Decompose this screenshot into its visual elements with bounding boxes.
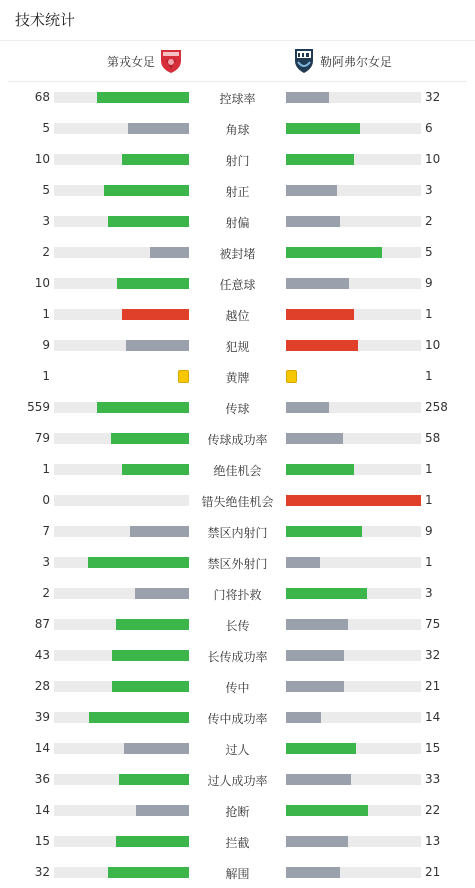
page-title: 技术统计: [15, 11, 76, 29]
home-team-name: 第戎女足: [106, 54, 155, 69]
away-stat-bar-fill: [286, 774, 351, 785]
teams-header: [8, 41, 467, 82]
home-stat-bar: [54, 557, 189, 568]
home-stat-value: 2: [42, 586, 50, 600]
away-stat-value: 14: [425, 710, 441, 724]
home-stat-value: 9: [42, 338, 50, 352]
home-stat-value: 15: [34, 834, 50, 848]
away-stat-value: 3: [425, 183, 433, 197]
away-stat-bar-fill: [286, 340, 358, 351]
home-stat-value: 559: [27, 400, 50, 414]
away-stat-bar: [286, 154, 421, 165]
away-stat-value: 1: [425, 369, 433, 383]
home-stat-bar-fill: [135, 588, 189, 599]
home-stat-bar: [54, 247, 189, 258]
home-stat-bar-fill: [116, 619, 189, 630]
home-stat-bar: [54, 309, 189, 320]
away-stat-bar: [286, 92, 421, 103]
home-stat-bar: [54, 588, 189, 599]
home-stat-bar-fill: [112, 650, 189, 661]
away-stat-bar: [286, 185, 421, 196]
away-stat-bar: [286, 588, 421, 599]
home-stat-value: 5: [42, 121, 50, 135]
stat-row: [0, 578, 475, 609]
away-stat-value: 10: [425, 152, 441, 166]
away-stat-bar-fill: [286, 185, 337, 196]
home-stat-value: 43: [34, 648, 50, 662]
home-stat-bar: [54, 154, 189, 165]
away-stat-bar: [286, 278, 421, 289]
home-stat-bar-fill: [122, 464, 190, 475]
stat-label: 抢断: [225, 805, 250, 819]
away-stat-bar-fill: [286, 836, 348, 847]
home-stat-bar-fill: [108, 867, 189, 878]
stat-row: [0, 299, 475, 330]
home-stat-bar: [54, 464, 189, 475]
home-stat-bar: [54, 526, 189, 537]
stat-row: [0, 423, 475, 454]
away-stat-bar: [286, 123, 421, 134]
home-stat-bar-fill: [112, 681, 189, 692]
home-stat-bar: [54, 340, 189, 351]
home-stat-value: 5: [42, 183, 50, 197]
away-stat-value: 22: [425, 803, 441, 817]
home-stat-bar-fill: [122, 154, 190, 165]
stat-row: [0, 826, 475, 857]
away-stat-value: 3: [425, 586, 433, 600]
away-stat-bar-fill: [286, 464, 354, 475]
home-stat-value: 14: [34, 803, 50, 817]
stat-label: 犯规: [225, 340, 250, 354]
away-stat-bar-fill: [286, 123, 360, 134]
home-stat-bar-fill: [126, 340, 189, 351]
home-stat-bar-fill: [130, 526, 189, 537]
away-stat-bar-fill: [286, 743, 356, 754]
home-stat-value: 1: [42, 369, 50, 383]
home-stat-bar-fill: [124, 743, 189, 754]
away-stat-bar: [286, 247, 421, 258]
away-stat-value: 6: [425, 121, 433, 135]
away-stat-value: 75: [425, 617, 441, 631]
away-stat-bar: [286, 464, 421, 475]
away-stat-bar-fill: [286, 402, 329, 413]
away-stat-value: 9: [425, 524, 433, 538]
home-stat-value: 14: [34, 741, 50, 755]
stat-row: [0, 237, 475, 268]
home-stat-value: 0: [42, 493, 50, 507]
stat-label: 越位: [225, 309, 250, 323]
stat-label: 黄牌: [225, 371, 250, 385]
home-stat-bar-fill: [111, 433, 189, 444]
home-stat-bar-fill: [108, 216, 189, 227]
home-stat-bar: [54, 402, 189, 413]
stat-label: 拦截: [225, 836, 250, 850]
away-stat-bar-fill: [286, 309, 354, 320]
away-stat-bar: [286, 309, 421, 320]
home-stat-bar: [54, 185, 189, 196]
home-stat-bar-fill: [117, 278, 189, 289]
away-stat-bar-fill: [286, 681, 344, 692]
away-stat-bar-fill: [286, 526, 362, 537]
away-stat-value: 21: [425, 679, 441, 693]
home-stat-bar: [54, 495, 189, 506]
home-stat-bar-fill: [122, 309, 190, 320]
stat-row: [0, 733, 475, 764]
home-stat-bar-fill: [104, 185, 189, 196]
stat-label: 禁区内射门: [207, 526, 268, 540]
home-stat-value: 79: [34, 431, 50, 445]
stat-label: 解围: [225, 867, 250, 881]
away-stat-bar: [286, 402, 421, 413]
away-team-logo: [293, 48, 315, 74]
away-stat-bar-fill: [286, 278, 349, 289]
home-stat-value: 1: [42, 462, 50, 476]
home-stat-bar: [54, 836, 189, 847]
stat-row: [0, 671, 475, 702]
away-stat-bar: [286, 743, 421, 754]
home-stat-value: 1: [42, 307, 50, 321]
home-stat-value: 39: [34, 710, 50, 724]
home-stat-value: 36: [34, 772, 50, 786]
away-team-name: 勒阿弗尔女足: [320, 54, 393, 69]
away-stat-value: 10: [425, 338, 441, 352]
away-stat-value: 21: [425, 865, 441, 879]
home-stat-bar-fill: [88, 557, 189, 568]
home-stat-bar: [54, 681, 189, 692]
home-stat-bar-fill: [136, 805, 189, 816]
away-stat-bar-fill: [286, 154, 354, 165]
home-stat-bar: [54, 712, 189, 723]
away-stat-bar: [286, 712, 421, 723]
home-stat-bar: [54, 278, 189, 289]
stat-row: [0, 206, 475, 237]
stat-label: 射正: [225, 185, 250, 199]
away-stat-value: 1: [425, 307, 433, 321]
stat-row: [0, 144, 475, 175]
stat-label: 控球率: [219, 92, 256, 106]
home-stat-bar: [54, 805, 189, 816]
home-stat-bar-fill: [150, 247, 189, 258]
stat-row: [0, 857, 475, 888]
stat-label: 门将扑救: [213, 588, 262, 602]
stat-label: 传中: [225, 681, 250, 695]
away-stat-bar: [286, 681, 421, 692]
stat-label: 绝佳机会: [213, 464, 262, 478]
away-stat-bar-fill: [286, 216, 340, 227]
away-stat-bar-fill: [286, 805, 368, 816]
stat-row: [0, 702, 475, 733]
away-stat-value: 32: [425, 648, 441, 662]
stat-label: 被封堵: [219, 247, 256, 261]
away-stat-value: 58: [425, 431, 441, 445]
home-stat-bar: [54, 743, 189, 754]
away-stat-value: 2: [425, 214, 433, 228]
home-stat-value: 7: [42, 524, 50, 538]
away-stat-value: 1: [425, 462, 433, 476]
stat-label: 过人: [225, 743, 250, 757]
stat-row: [0, 454, 475, 485]
away-stat-bar: [286, 495, 421, 506]
stat-label: 射偏: [225, 216, 250, 230]
stat-label: 射门: [225, 154, 250, 168]
home-team[interactable]: [107, 41, 182, 81]
stat-row: [0, 516, 475, 547]
away-stat-value: 1: [425, 493, 433, 507]
stat-row: [0, 175, 475, 206]
stat-label: 传球成功率: [207, 433, 268, 447]
away-stat-bar-fill: [286, 712, 321, 723]
home-stat-bar: [54, 650, 189, 661]
home-stat-bar-fill: [97, 402, 189, 413]
home-stat-bar-fill: [128, 123, 189, 134]
home-stat-value: 32: [34, 865, 50, 879]
away-stat-bar-fill: [286, 588, 367, 599]
home-stat-bar: [54, 867, 189, 878]
home-stat-bar-fill: [119, 774, 189, 785]
away-stat-bar: [286, 557, 421, 568]
home-stat-value: 28: [34, 679, 50, 693]
away-stat-value: 5: [425, 245, 433, 259]
away-stat-bar: [286, 836, 421, 847]
away-stat-bar-fill: [286, 247, 382, 258]
away-stat-value: 33: [425, 772, 441, 786]
away-team[interactable]: [293, 41, 392, 81]
away-stat-bar-fill: [286, 92, 329, 103]
away-stat-bar: [286, 526, 421, 537]
away-yellow-card-icon: [286, 370, 297, 383]
stat-label: 过人成功率: [207, 774, 268, 788]
stat-row: [0, 113, 475, 144]
home-stat-value: 10: [34, 276, 50, 290]
away-stat-bar-fill: [286, 557, 320, 568]
home-stat-bar-fill: [116, 836, 189, 847]
home-stat-bar: [54, 433, 189, 444]
away-stat-value: 32: [425, 90, 441, 104]
home-stat-bar-fill: [97, 92, 189, 103]
away-stat-bar-fill: [286, 495, 421, 506]
home-stat-bar: [54, 774, 189, 785]
away-stat-bar: [286, 216, 421, 227]
stat-label: 传中成功率: [207, 712, 268, 726]
away-stat-bar: [286, 340, 421, 351]
stat-label: 长传: [225, 619, 250, 633]
home-stat-value: 87: [34, 617, 50, 631]
away-stat-bar: [286, 867, 421, 878]
away-stat-value: 9: [425, 276, 433, 290]
stat-label: 禁区外射门: [207, 557, 268, 571]
home-stat-bar-fill: [89, 712, 189, 723]
away-stat-bar: [286, 433, 421, 444]
home-stat-value: 3: [42, 214, 50, 228]
stat-label: 任意球: [219, 278, 256, 292]
home-stat-bar: [54, 216, 189, 227]
stat-row: [0, 795, 475, 826]
away-stat-value: 13: [425, 834, 441, 848]
stats-list: [0, 82, 475, 888]
stat-label: 错失绝佳机会: [201, 495, 274, 509]
home-stat-value: 68: [34, 90, 50, 104]
away-stat-bar-fill: [286, 867, 340, 878]
stat-row: [0, 609, 475, 640]
away-stat-bar-fill: [286, 619, 348, 630]
away-stat-bar: [286, 805, 421, 816]
stat-label: 长传成功率: [207, 650, 268, 664]
home-stat-bar: [54, 123, 189, 134]
stat-label: 角球: [225, 123, 250, 137]
away-stat-bar-fill: [286, 433, 343, 444]
stat-row: [0, 640, 475, 671]
home-yellow-card-icon: [178, 370, 189, 383]
away-stat-bar: [286, 619, 421, 630]
home-stat-bar: [54, 619, 189, 630]
away-stat-bar: [286, 650, 421, 661]
home-stat-bar: [54, 92, 189, 103]
stat-row: [0, 392, 475, 423]
away-stat-bar-fill: [286, 650, 344, 661]
stat-row: [0, 330, 475, 361]
stat-row: [0, 764, 475, 795]
away-stat-bar: [286, 774, 421, 785]
stat-row: [0, 485, 475, 516]
stat-row: [0, 361, 475, 392]
home-stat-value: 3: [42, 555, 50, 569]
home-team-logo: [160, 48, 182, 74]
away-stat-value: 1: [425, 555, 433, 569]
stat-row: [0, 547, 475, 578]
stat-row: [0, 82, 475, 113]
away-stat-value: 15: [425, 741, 441, 755]
away-stat-value: 258: [425, 400, 448, 414]
home-stat-value: 2: [42, 245, 50, 259]
stat-label: 传球: [225, 402, 250, 416]
stat-row: [0, 268, 475, 299]
home-stat-value: 10: [34, 152, 50, 166]
